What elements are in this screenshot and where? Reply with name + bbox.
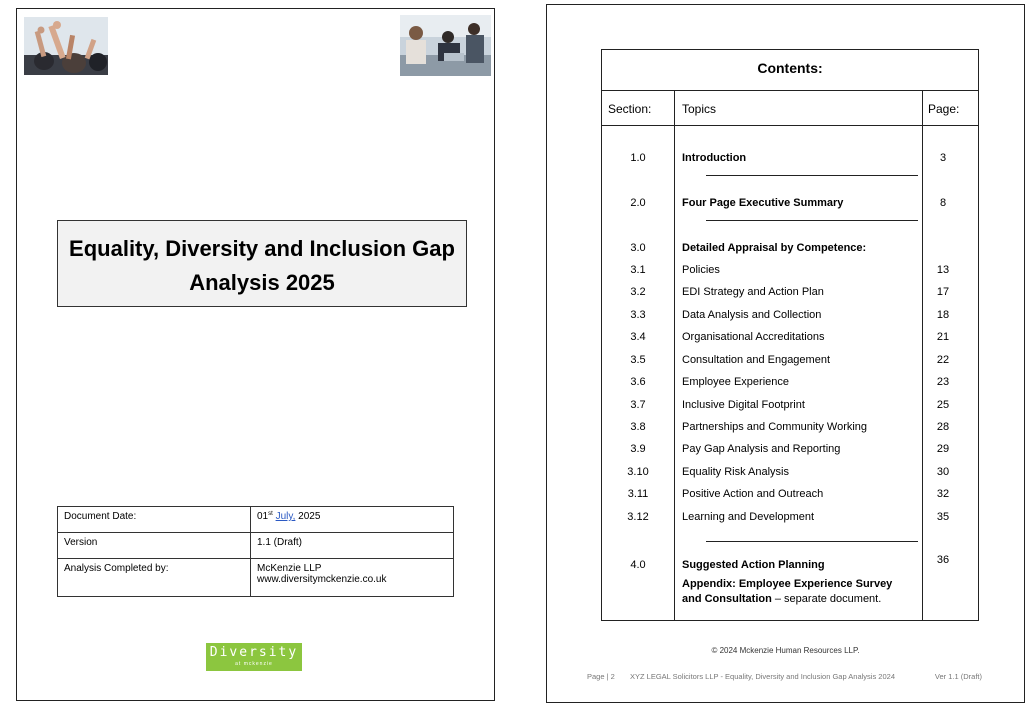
contents-row bbox=[602, 488, 978, 506]
row-divider bbox=[706, 175, 918, 176]
row-divider bbox=[706, 220, 918, 221]
topic-title: Detailed Appraisal by Competence: bbox=[682, 242, 867, 254]
topic-title: Consultation and Engagement bbox=[682, 354, 830, 366]
section-number: 3.10 bbox=[627, 466, 649, 478]
section-number: 3.0 bbox=[630, 242, 646, 254]
table-row bbox=[58, 559, 454, 597]
contents-row bbox=[602, 286, 978, 304]
section-number: 3.8 bbox=[630, 421, 646, 433]
contents-row bbox=[602, 511, 978, 529]
topic-title: Partnerships and Community Working bbox=[682, 421, 868, 433]
logo-text: Diversity bbox=[209, 645, 299, 660]
contents-row bbox=[602, 554, 978, 577]
contents-row bbox=[602, 309, 978, 327]
topic-title: Pay Gap Analysis and Reporting bbox=[682, 443, 841, 455]
topic-title: Data Analysis and Collection bbox=[682, 309, 822, 321]
report-title-box bbox=[57, 220, 467, 307]
cover-page bbox=[16, 8, 495, 701]
version-label: Version bbox=[58, 533, 251, 559]
page-number: 36 bbox=[936, 554, 950, 566]
contents-row bbox=[602, 331, 978, 349]
page-number: 28 bbox=[936, 421, 950, 433]
completed-by-label: Analysis Completed by: bbox=[58, 559, 251, 597]
section-number: 3.12 bbox=[627, 511, 649, 523]
diversity-logo bbox=[206, 643, 302, 671]
topic-title: Equality Risk Analysis bbox=[682, 466, 789, 478]
footer-version: Ver 1.1 (Draft) bbox=[934, 672, 982, 681]
topic-title: Inclusive Digital Footprint bbox=[682, 399, 805, 411]
raised-hands-photo bbox=[24, 17, 108, 75]
section-number: 3.2 bbox=[630, 286, 646, 298]
page-header: Page: bbox=[928, 102, 960, 116]
page-number: 23 bbox=[936, 376, 950, 388]
report-title-line-2: Analysis 2025 bbox=[189, 270, 335, 295]
footer-page-number: Page | 2 bbox=[587, 672, 615, 681]
page-number: 8 bbox=[939, 197, 947, 209]
topic-title: Positive Action and Outreach bbox=[682, 488, 824, 500]
completed-by-value: McKenzie LLP www.diversitymckenzie.co.uk bbox=[251, 559, 454, 597]
page-number: 17 bbox=[936, 286, 950, 298]
page-number: 25 bbox=[936, 399, 950, 411]
version-value: 1.1 (Draft) bbox=[251, 533, 454, 559]
table-row bbox=[58, 533, 454, 559]
contents-row bbox=[602, 421, 978, 439]
section-number: 3.4 bbox=[630, 331, 646, 343]
contents-row bbox=[602, 399, 978, 417]
section-number: 3.11 bbox=[627, 488, 649, 500]
page-number: 32 bbox=[936, 488, 950, 500]
topic-title: Introduction bbox=[682, 152, 747, 164]
contents-page bbox=[546, 4, 1025, 703]
section-number: 3.9 bbox=[630, 443, 646, 455]
page-number: 30 bbox=[936, 466, 950, 478]
topic-title: EDI Strategy and Action Plan bbox=[682, 286, 824, 298]
contents-row bbox=[602, 354, 978, 372]
row-divider bbox=[706, 541, 918, 542]
section-number: 3.6 bbox=[630, 376, 646, 388]
logo-subtext: at mckenzie bbox=[235, 661, 273, 667]
topics-header: Topics bbox=[682, 102, 717, 116]
section-header: Section: bbox=[608, 102, 652, 116]
topic-title: Four Page Executive Summary bbox=[682, 197, 844, 209]
contents-row bbox=[602, 376, 978, 394]
contents-title: Contents: bbox=[757, 60, 823, 76]
page-number: 29 bbox=[936, 443, 950, 455]
contents-row bbox=[602, 443, 978, 461]
document-info-table bbox=[57, 506, 454, 597]
page-number: 22 bbox=[936, 354, 950, 366]
report-title-line-1: Equality, Diversity and Inclusion Gap bbox=[69, 236, 455, 261]
topic-title: Suggested Action Planning bbox=[682, 559, 825, 571]
page-number: 3 bbox=[939, 152, 947, 164]
page-number: 35 bbox=[936, 511, 950, 523]
topic-title: Organisational Accreditations bbox=[682, 331, 825, 343]
footer-document-title: XYZ LEGAL Solicitors LLP - Equality, Diversity and Inclusion Gap Analysis 2024 bbox=[630, 672, 895, 681]
contents-row bbox=[602, 466, 978, 484]
topic-title: Policies bbox=[682, 264, 720, 276]
contents-row bbox=[602, 197, 978, 215]
contents-row bbox=[602, 264, 978, 282]
section-number: 3.5 bbox=[630, 354, 646, 366]
page-number: 13 bbox=[936, 264, 950, 276]
copyright-text: © 2024 Mckenzie Human Resources LLP. bbox=[711, 646, 860, 655]
contents-row bbox=[602, 152, 978, 170]
section-number: 4.0 bbox=[630, 559, 646, 571]
topic-title: Employee Experience bbox=[682, 376, 790, 388]
section-number: 2.0 bbox=[630, 197, 646, 209]
topic-title: Learning and Development bbox=[682, 511, 815, 523]
section-number: 3.3 bbox=[630, 309, 646, 321]
appendix-note: Appendix: Employee Experience Survey and Consultation – separate document. bbox=[682, 578, 893, 605]
table-row bbox=[58, 507, 454, 533]
contents-table bbox=[601, 49, 979, 621]
document-date-value: 01st July, 2025 bbox=[251, 507, 454, 533]
document-date-label: Document Date: bbox=[58, 507, 251, 533]
contents-row bbox=[602, 242, 978, 260]
office-meeting-photo bbox=[400, 15, 491, 76]
page-number: 18 bbox=[936, 309, 950, 321]
page-number: 21 bbox=[936, 331, 950, 343]
section-number: 3.1 bbox=[630, 264, 646, 276]
section-number: 1.0 bbox=[630, 152, 646, 164]
section-number: 3.7 bbox=[630, 399, 646, 411]
